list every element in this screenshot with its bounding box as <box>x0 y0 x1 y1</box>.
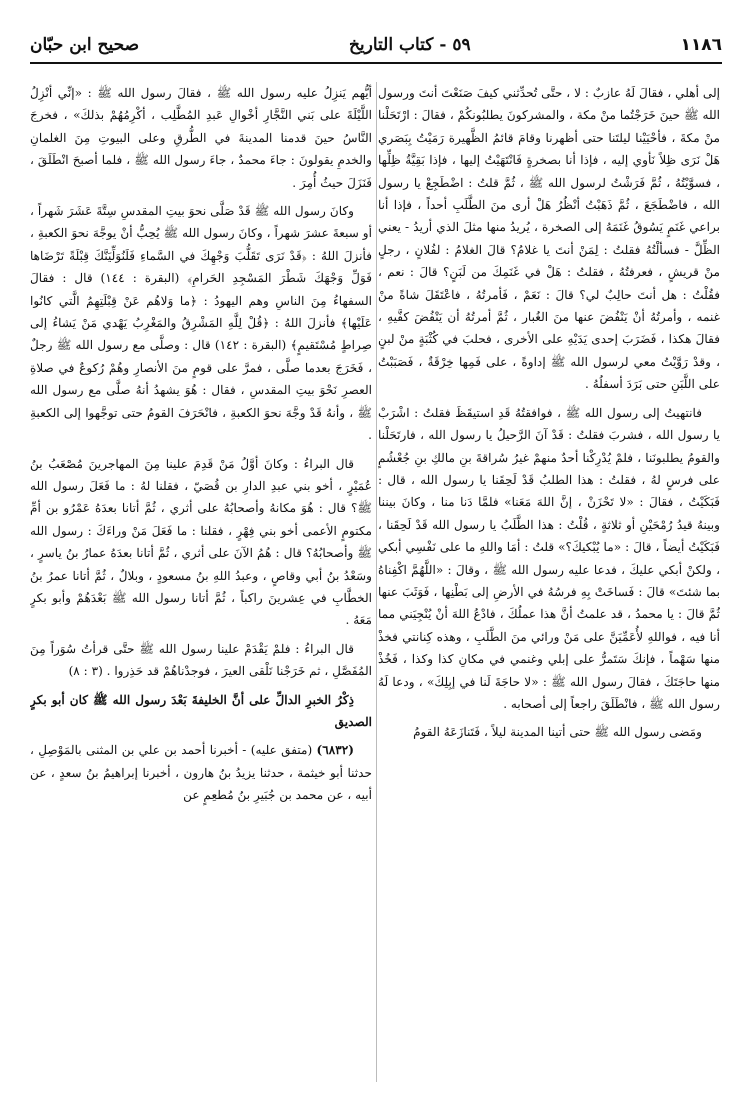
paragraph: ومَضى رسول الله ﷺ حتى أتينا المدينة ليلاً ، فَتَنازَعَهُ القومُ <box>413 725 702 740</box>
column-divider <box>376 82 377 1082</box>
section-title: ٥٩ - كتاب التاريخ <box>348 35 471 55</box>
paragraph: إلى أهلي ، فقالَ لَهُ عازبٌ : لا ، حتَّى تُحدِّثني كيفَ صَنَعْتَ أنتَ ورسول الله ﷺ حينَ خَرَجْتُما منْ مكة ، والمشركونَ يطلبُونكُمْ ، فقالَ : ارْتَحَلْنا منْ مكةَ ، فأحْيَيْنا ليلتَنا حتى أظهرنا وقامَ قائمُ الظَّهيرة رَمَيْتُ بِبَصَري هَلْ نَرَى ظِلاً نَأوي إليه ، فإذا أنا بصخرةٍ فَانْتَهَيْتُ إليها ، فإذا بَقِيَّةُ ظِلِّها ، فسوَّيْتُهُ ، ثُمَّ فَرَشْتُ لرسول الله ﷺ ، ثُمَّ قلتُ : اضْطَجِعْ يا رسول الله ، فاضْطَجَعَ ، ثُمَّ ذَهَبْتُ أنْظُرُ هَلْ أرى منَ الطَّلَبِ أحداً ، فإذا أنا براعي غَنَمٍ يَسُوقُ غَنَمَهُ إلى الصخرة ، يُريدُ منها مثلَ الذي أريدُ - يعني الظِّلَّ - فسألْتُهُ فقلتُ : لِمَنْ أنتَ يا غلامُ؟ قالَ الغلامُ : لفُلانٍ ، رجلٍ منْ قريشٍ ، فعرفتُهُ ، فقلتُ : هَلْ في غَنَمِكَ من لَبَنٍ؟ قالَ : نعم ، فقُلْتُ : هل أنتَ حالِبٌ لي؟ قالَ : نَعَمْ ، فَأمرتُهُ ، فاعْتَقَلَ شاةً منْ غنمه ، وأمرتُهُ أنْ يَنْفُضَ عنها منَ الغُبار ، ثُمَّ أمرتُهُ أن يَنْفُضَ كفَّيهِ ، فقالَ هكذا ، فَضَرَبَ إحدى يَدَيْهِ على الأخرى ، فحلبَ في كُثْبَةٍ منْ لبنٍ ، وقدْ رَوَّيْتُ معي لرسول الله ﷺ إداوةً ، على فَمِها خِرْقَةٌ ، فَصَبَبْتُ على اللَّبَنِ حتى بَرَدَ أسفلُهُ . <box>378 86 720 392</box>
page-header <box>30 28 722 64</box>
right-column <box>378 82 720 1082</box>
paragraph: قال البراءُ : فلمْ يَقْدَمْ علينا رسول الله ﷺ حتَّى قرأتُ سُوَراً مِنَ المُفَصَّلِ ، ثم خَرَجْنا نَلْقى العيرَ ، فوجدْناهُمْ قد حَذِروا . (٣ : ٨) <box>30 641 372 679</box>
page-number: ١١٨٦ <box>680 35 722 55</box>
left-column <box>30 82 372 1082</box>
paragraph: وكانَ رسول الله ﷺ قَدْ صَلَّى نحوَ بيتِ المقدسِ سِتَّةَ عَشَرَ شَهراً ، أو سبعةَ عشرَ شهراً ، وكانَ رسول الله ﷺ يُحِبُّ أنْ يوجَّهَ نحوَ الكعبةِ ، فأنزلَ اللهُ : ﴿قَدْ نَرَى تَقَلُّبَ وَجْهِكَ في السَّماءِ فَلَنُوَلِّيَنَّكَ قِبْلَةً تَرْضَاها فَوَلِّ وَجْهَكَ شَطْرَ المَسْجِدِ الحَرامِ﴾ (البقرة : ١٤٤) قال : فقالَ السفهاءُ مِنَ الناسِ وهم اليهودُ : ﴿ما وَلاهُم عَنْ قِبْلَتِهِمُ الَّتي كانُوا عَلَيْها﴾ فأنزلَ اللهُ : ﴿قُلْ لِلَّهِ المَشْرِقُ والمَغْرِبُ يَهْدي مَنْ يَشاءُ إلى صِراطٍ مُسْتَقيمٍ﴾ (البقرة : ١٤٢) قال : وصلَّى مع رسول الله ﷺ رجلٌ ، فَخَرَجَ بعدما صلَّى ، فمرَّ على قومٍ منَ الأنصارِ وهُمْ رُكوعٌ في صلاةِ العصرِ نَحْوَ بيتِ المقدسِ ، فقال : هُوَ يشهدُ أنهُ صلَّى مع رسول الله ﷺ ، وأنهُ قَدْ وجَّهَ نحوَ الكعبةِ ، فانْحَرَفَ القومُ حتى توجَّهوا إلى الكعبةِ . <box>30 204 372 443</box>
book-title: صحيح ابن حبّان <box>30 35 140 55</box>
paragraph: فانتهيتُ إلى رسول الله ﷺ ، فوافقتُهُ قَدِ استيقَظَ فقلتُ : اشْرَبْ يا رسول الله ، فشربَ فقلتُ : قَدْ آنَ الرَّحيلُ يا رسول الله ، فارتَحَلْنا والقومُ يطلبونَنا ، فلمْ يُدْرِكْنا أحدٌ منهمْ غيرُ سُراقةَ بنِ مالكِ بنِ جُعْشُمٍ على فرسٍ لهُ ، فقلتُ : هذا الطلبُ قَدْ لَحِقَنا يا رسول الله ، قال : فَبَكَيْتُ ، فقالَ : «لا تَحْزَنْ ، إنَّ اللهَ مَعَنا» فلمَّا دَنا منا ، وكانَ بيننا وبينهُ قيدُ رُمْحَيْنِ أو ثلاثةٍ ، قُلْتُ : هذا الطَّلَبُ يا رسول الله قَدْ لَحِقَنا ، فَبَكَيْتُ أيضاً ، قالَ : «ما يُبْكيكَ؟» قلتُ : أمَا واللهِ ما على نَفْسِي أبكي ، ولكنْ أبكي عليكَ ، فدعا عليه رسول الله ﷺ ، وقالَ : «اللَّهُمَّ اكْفِناهُ بما شئتَ» قالَ : فَساخَتْ بِهِ فرسُهُ في الأرضِ إلى بَطْنِها ، فَوَثَبَ عنها ثُمَّ قالَ : يا محمدُ ، قد علمتُ أنَّ هذا عملُكَ ، فادْعُ اللهَ أنْ يُنْجِيَني مما أنا فيه ، فواللهِ لأُعَمِّيَنَّ على مَنْ ورائي منَ الطَّلَبِ ، وهذه كِنانتي فخذْ منها سَهْماً ، فإنكَ سَتَمرُّ على إبلي وغنمي في مكانِ كذا وكذا ، فَخُذْ منها حاجَتَكَ ، فقالَ رسول الله ﷺ : «لا حاجَةَ لَنا في إبِلِكَ» ، ودعا لَهُ رسول الله ﷺ ، فانْطَلَقَ راجعاً إلى أصحابه . <box>378 405 720 711</box>
chapter-heading: ذِكْرُ الخبرِ الدالِّ على أنَّ الخليفةَ بَعْدَ رسول الله ﷺ كان أبو بكرٍ الصديق <box>30 692 372 729</box>
paragraph: قال البراءُ : وكانَ أوَّلُ مَنْ قَدِمَ علينا مِنَ المهاجرينَ مُصْعَبُ بنُ عُمَيْرٍ ، أخو بني عبدِ الدارِ بن قُصَيّ ، فقلنا لهُ : ما فَعَلَ رسول الله ﷺ؟ قال : هُوَ مكانهُ وأصحابُهُ على أثري ، ثُمَّ أتانا بعدَهُ عَمْرُو بن أمِّ مكتومٍ الأعمى أخو بني فِهْرٍ ، فقلنا : ما فَعَلَ مَنْ وراءَكَ : رسول الله ﷺ وأصحابُهُ؟ قال : هُمُ الآنَ على أثري ، ثُمَّ أتانا بعدَهُ عمارُ بنُ ياسرٍ ، وسَعْدُ بنُ أبي وقاصٍ ، وعبدُ اللهِ بنُ مسعودٍ ، وبلالٌ ، ثُمَّ أتانا عمرُ بنُ الخطَّابِ في عِشرينَ راكباً ، ثُمَّ أتانا رسول الله ﷺ بَعْدَهُمْ وأبو بكرٍ مَعَهُ . <box>30 456 372 628</box>
hadith-number: (٦٨٣٢) <box>316 743 354 758</box>
paragraph: أيُّهم يَنزِلُ عليه رسول الله ﷺ ، فقالَ رسول الله ﷺ : «إنِّي أنْزِلُ اللَّيْلَةَ على بَني النَّجَّارِ أخْوالِ عَبدِ المُطَّلِب ، أكْرِمُهُمْ بذلكَ» ، فخرجَ النَّاسُ حينَ قدمنا المدينةَ في الطُّرقِ وعلى البيوتِ مِنَ الغلمانِ والخدمِ يقولونَ : جاءَ محمدٌ ، جاءَ رسول الله ﷺ ، فلما أصبحَ انْطَلَقَ ، فَنَزَلَ حيثُ أُمِرَ . <box>30 86 372 190</box>
hadith-entry <box>30 739 372 806</box>
hadith-text: (متفق عليه) - أخبرنا أحمد بن علي بن المثنى بالمَوْصِلِ ، حدثنا أبو خيثمة ، حدثنا يزيدُ بنُ هارون ، أخبرنا إبراهيمُ بنُ سعدٍ ، عن أبيه ، عن محمد بن جُبَيرِ بنُ مُطعِمٍ عن <box>30 743 372 803</box>
